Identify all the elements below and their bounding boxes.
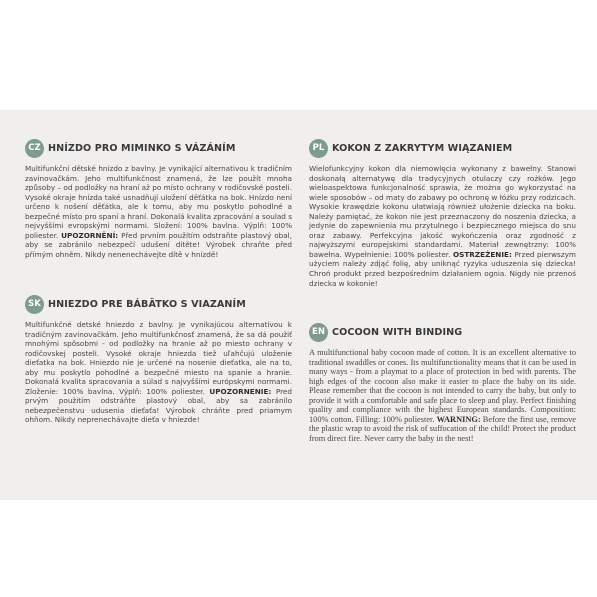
body-text-warning: Before the first use, remove the plastic wrap to avoid the risk of suffocation of the child! Protect the product from direct fire. Never carry the baby in the nest! [309, 414, 576, 443]
section-body [309, 348, 576, 443]
section-header [309, 322, 576, 342]
language-badge-sk: SK [25, 295, 44, 314]
section-title: HNIEZDO PRE BÁBÄTKO S VIAZANÍM [48, 298, 246, 310]
body-text: Wielofunkcyjny kokon dla niemowlęcia wykonany z bawełny. Stanowi doskonałą alternatywę dla tradycyjnych otulaczy czy rożków. Jego wieloaspektowa funkcjonalność sprawia, że można go wykorzystać na wiele sposobów – od maty do zabawy po ochronę w łóżku przy rodzicach. Wysokie krawędzie kokonu ułatwiają również ułożenie dziecka na boku. Należy pamiętać, że kokon nie jest przeznaczony do noszenia dziecka, a jedynie do zapewnienia mu przytulnego i bezpiecznego miejsca do snu oraz zabawy. Perfekcyjna jakość wykończenia oraz zgodność z najwyższymi europejskimi standardami. Materiał zewnętrzny: 100% bawełna. Wypełnienie: 100% poliester. [309, 164, 576, 259]
body-text: Multifunkční dětské hnízdo z bavlny. Je vynikající alternativou k tradičním zavinovačkám. Jeho multifunkčnost znamená, že lze použít mnoha způsoby – od podložky na hraní až po místo ochrany v rodičovské posteli. Vysoké okraje hnízda také usnadňují uložení děťátka na bok. Hnízdo není určeno k nošení děťátka, ale k tomu, aby mu poskytlo pohodlné a bezpečné místo pro spaní a hraní. Dokonalá kvalita zpracování a soulad s nejvyššími evropskými normami. Složení: 100% bavlna. Výplň: 100% poliester. [25, 164, 292, 240]
language-badge-en: EN [309, 323, 328, 342]
section-title: COCOON WITH BINDING [332, 326, 463, 338]
section-title: HNÍZDO PRO MIMINKO S VÁZÁNÍM [48, 142, 236, 154]
section-header [25, 294, 292, 314]
section-body [309, 164, 576, 288]
warning-label: OSTRZEŻENIE: [452, 249, 512, 259]
section-header [25, 138, 292, 158]
body-text-warning: Pred prvým použitím odstráňte plastový obal, aby sa zabránilo nebezpečenstvu udusenia dieťaťa! Výrobok chráňte pred priamym ohňom. Nikdy neprenechávajte dieťa v hniezde! [25, 386, 292, 425]
section-body [25, 164, 292, 259]
warning-label: UPOZORNENIE: [209, 386, 272, 396]
body-text: A multifunctional baby cocoon made of cotton. It is an excellent alternative to traditional swaddles or cones. Its multifunctionality means that it can be used in many ways - from a playmat to a place of protection in bed with parents. The high edges of the cocoon also make it easier to place the baby on its side. Please remember that the cocoon is not intended to carry the baby, but only to provide it with a comfortable and safe place to sleep and play. Perfect finishing quality and compliance with the highest European standards. Composition: 100% cotton. Filling: 100% poliester. [309, 348, 576, 424]
warning-label: WARNING: [436, 414, 481, 424]
section-title: KOKON Z ZAKRYTYM WIĄZANIEM [332, 142, 513, 154]
section-body [25, 320, 292, 425]
language-badge-pl: PL [309, 139, 328, 158]
instructions-card [0, 110, 597, 500]
section-header [309, 138, 576, 158]
body-text-warning: Před prvním použitím odstraňte plastový obal, aby se zabránilo nebezpečí udušení dítěte! Výrobek chraňte před přímým ohněm. Nikdy nenenechávejte dítě v hnízdě! [25, 230, 292, 259]
section-pl [309, 138, 576, 288]
section-cz [25, 138, 292, 259]
language-badge-cz: CZ [25, 139, 44, 158]
section-en [309, 322, 576, 443]
warning-label: UPOZORNĚNÍ: [61, 230, 119, 240]
body-text-warning: Przed pierwszym użyciem należy zdjąć folię, aby uniknąć ryzyka uduszenia się dziecka! Chroń produkt przed bezpośrednim działaniem ognia. Nigdy nie przenoś dziecka w kokonie! [309, 249, 576, 288]
body-text: Multifunkčné detské hniezdo z bavlny. Je vynikajúcou alternatívou k tradičným zavinovačkám. Jeho multifunkčnosť znamená, že sa dá použiť mnohými spôsobmi - od podložky na hranie až po miesto ochrany v rodičovskej posteli. Vysoké okraje hniezda tiež uľahčujú uloženie dieťatka na bok. Hniezdo nie je určené na nosenie dieťatka, ale na to, aby mu poskytlo pohodlné a bezpečné miesto na spanie a hranie. Dokonalá kvalita spracovania a súlad s najvyššími európskymi normami. Zloženie: 100% bavlna. Výplň: 100% poliester. [25, 320, 292, 396]
section-sk [25, 294, 292, 425]
